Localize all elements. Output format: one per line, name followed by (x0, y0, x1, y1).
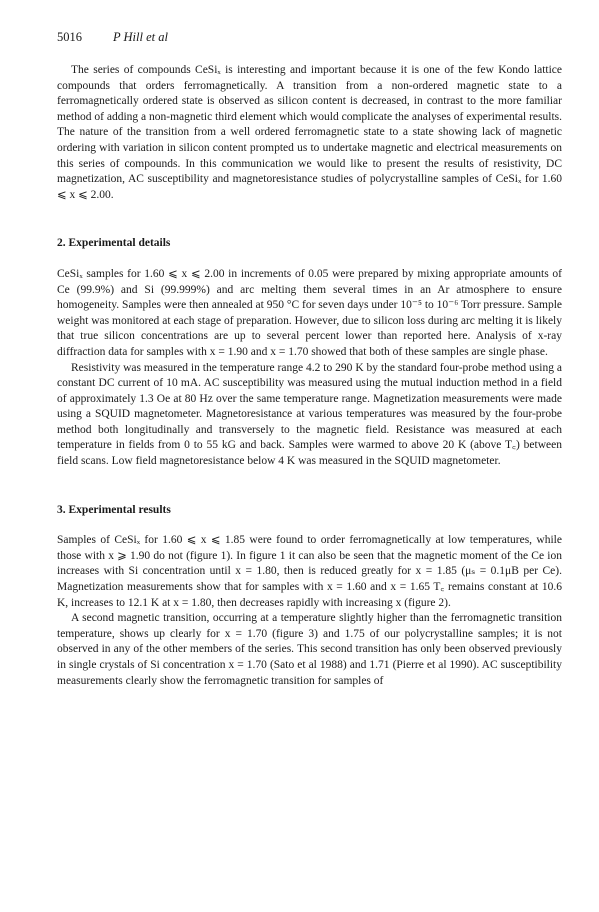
page-number: 5016 (57, 30, 82, 44)
section-heading-experimental-details: 2. Experimental details (57, 237, 171, 250)
paragraph: CeSiₓ samples for 1.60 ⩽ x ⩽ 2.00 in increments of 0.05 were prepared by mixing appropriate amounts of Ce (99.9%) and Si (99.999%) and arc melting them several times in an Ar atmosphere to ensure homogeneity. Samples were then annealed at 950 °C for seven days under 10⁻⁵ to 10⁻⁶ Torr pressure. Sample weight was monitored at each stage of preparation. However, due to silicon loss during arc melting it is likely that true silicon concentrations are up to several percent lower than reported here. Analysis of x-ray diffraction data for samples with x = 1.90 and x = 1.70 showed that both of these samples are single phase. (57, 267, 562, 358)
paragraph: Resistivity was measured in the temperature range 4.2 to 290 K by the standard four-probe method using a constant DC current of 10 mA. AC susceptibility was measured using the mutual induction method in a field of approximately 1.3 Oe at 80 Hz over the same temperature range. Magnetization measurements were made using a SQUID magnetometer. Magnetoresistance at various temperatures was measured by the four-probe method both longitudinally and transversely to the magnetic field. Resistance was measured at each temperature in fields from 0 to 55 kG and back. Samples were warmed to above 20 K (above T꜀) between field scans. Low field magnetoresistance below 4 K was measured in the SQUID magnetometer. (57, 361, 562, 468)
page (57, 30, 562, 689)
running-header (57, 30, 562, 48)
intro-paragraph: The series of compounds CeSiₓ is interesting and important because it is one of the few Kondo lattice compounds that orders ferromagnetically. A transition from a non-ordered magnetic state to a ferromagnetically ordered state is observed as silicon content is decreased, in contrast to the more familiar method of adding a non-magnetic third element which would complicate the analyses of experimental results. The nature of the transition from a well ordered ferromagnetic state to a state showing lack of magnetic ordering with variation in silicon content prompted us to undertake magnetic and electrical measurements on this series of compounds. In this communication we would like to present the results of resistivity, DC magnetization, AC susceptibility and magnetoresistance studies of polycrystalline samples of CeSiₓ for 1.60 ⩽ x ⩽ 2.00. (57, 64, 562, 201)
paragraph: A second magnetic transition, occurring at a temperature slightly higher than the ferromagnetic transition temperature, shows up clearly for x = 1.70 (figure 3) and 1.75 of our polycrystalline samples; it is not observed in any of the other members of the series. This second transition has only been observed previously in single crystals of Si concentration x = 1.70 (Sato et al 1988) and 1.71 (Pierre et al 1990). AC susceptibility measurements clearly show the ferromagnetic transition for samples of (57, 612, 562, 687)
paragraph: Samples of CeSiₓ for 1.60 ⩽ x ⩽ 1.85 were found to order ferromagnetically at low temperatures, while those with x ⩾ 1.90 do not (figure 1). In figure 1 it can also be seen that the magnetic moment of the Ce ion increases with Si concentration until x = 1.80, then is reduced greatly for x = 1.85 (μₛ = 0.1μB per Ce). Magnetization measurements show that for samples with x = 1.60 and x = 1.65 T꜀ remains constant at 10.6 K, increases to 12.1 K at x = 1.80, then decreases rapidly with increasing x (figure 2). (57, 534, 562, 609)
running-title: P Hill et al (113, 30, 168, 44)
section-heading-experimental-results: 3. Experimental results (57, 503, 171, 516)
